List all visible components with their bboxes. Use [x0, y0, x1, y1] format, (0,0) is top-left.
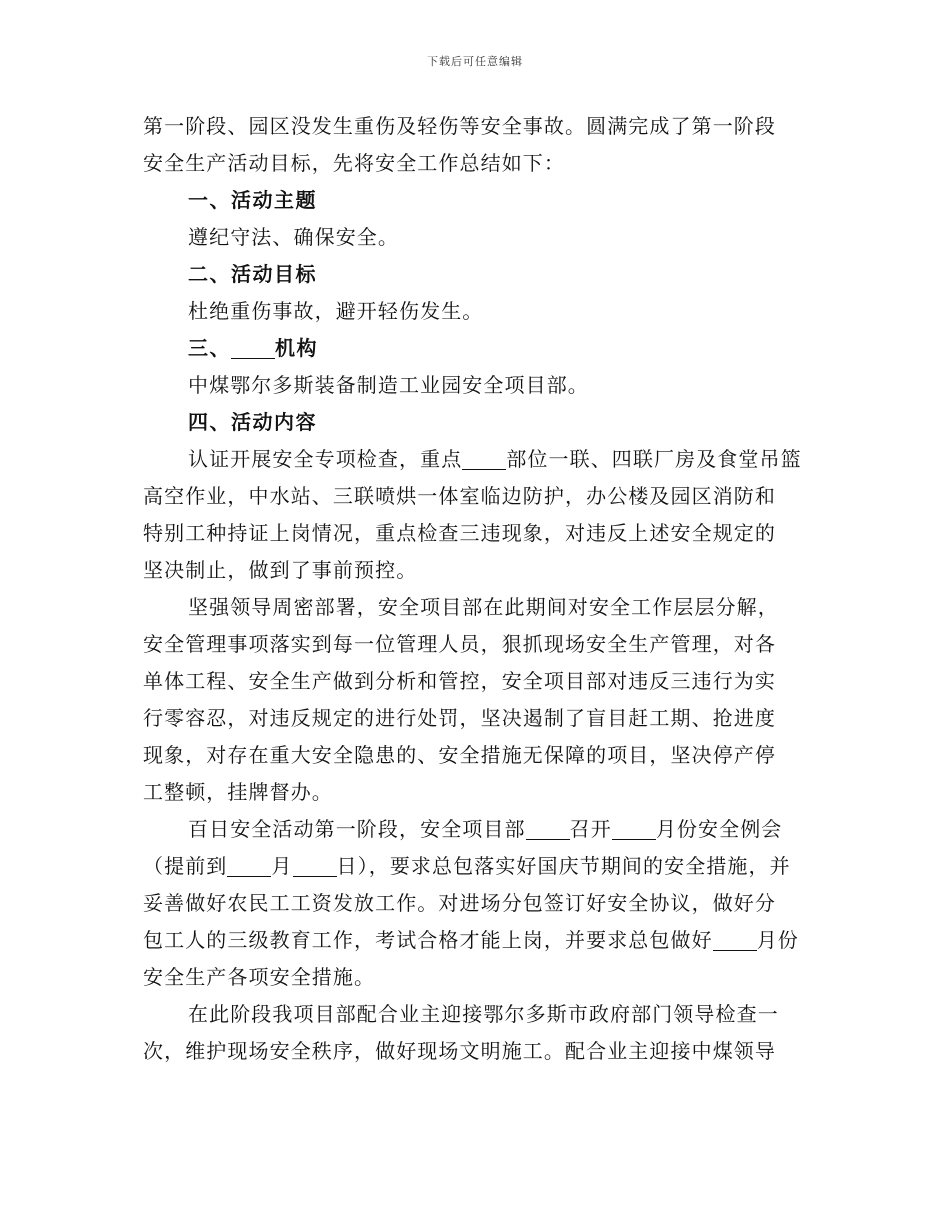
paragraph-line: 百日安全活动第一阶段，安全项目部 召开 月份安全例会: [188, 817, 783, 841]
paragraph-line: 现象，对存在重大安全隐患的、安全措施无保障的项目，坚决停产停: [143, 743, 776, 767]
paragraph-line: 安全管理事项落实到每一位管理人员，狠抓现场安全生产管理，对各: [143, 632, 776, 656]
section-heading-goal: 二、活动目标: [188, 262, 317, 286]
paragraph-line: 杜绝重伤事故，避开轻伤发生。: [188, 299, 484, 323]
paragraph-line: 安全生产各项安全措施。: [143, 965, 376, 989]
blank-underline: [462, 449, 506, 470]
section-heading-theme: 一、活动主题: [188, 188, 317, 212]
paragraph-line: 认证开展安全专项检查，重点 部位一联、四联厂房及食堂吊篮: [188, 447, 802, 471]
paragraph-line: 中煤鄂尔多斯装备制造工业园安全项目部。: [188, 373, 589, 397]
blank-underline: [713, 930, 757, 951]
paragraph-line: 特别工种持证上岗情况，重点检查三违现象，对违反上述安全规定的: [143, 521, 776, 545]
paragraph-line: 坚强领导周密部署，安全项目部在此期间对安全工作层层分解，: [188, 595, 779, 619]
blank-underline: [526, 819, 570, 840]
paragraph-line: 行零容忍，对违反规定的进行处罚，坚决遏制了盲目赶工期、抢进度: [143, 706, 776, 730]
paragraph-line: 高空作业，中水站、三联喷烘一体室临边防护，办公楼及园区消防和: [143, 484, 776, 508]
page-header: 下载后可任意编辑: [427, 55, 523, 68]
paragraph-line: 第一阶段、园区没发生重伤及轻伤等安全事故。圆满完成了第一阶段: [143, 114, 776, 138]
document-body: [143, 108, 808, 1070]
paragraph-line: 包工人的三级教育工作，考试合格才能上岗，并要求总包做好 月份: [143, 928, 799, 952]
paragraph-line: 工整顿，挂牌督办。: [143, 780, 333, 804]
blank-underline: [612, 819, 656, 840]
paragraph-line: 遵纪守法、确保安全。: [188, 225, 399, 249]
section-heading-organization: 三、 机构: [188, 336, 318, 360]
paragraph-line: 单体工程、安全生产做到分析和管控，安全项目部对违反三违行为实: [143, 669, 776, 693]
paragraph-line: 在此阶段我项目部配合业主迎接鄂尔多斯市政府部门领导检查一: [188, 1002, 779, 1026]
section-heading-content: 四、活动内容: [188, 410, 317, 434]
paragraph-line: 坚决制止，做到了事前预控。: [143, 558, 418, 582]
blank-underline: [293, 856, 337, 877]
blank-underline: [227, 856, 271, 877]
paragraph-line: （提前到 月 日），要求总包落实好国庆节期间的安全措施，并: [143, 854, 791, 878]
blank-underline: [231, 338, 275, 359]
paragraph-line: 次，维护现场安全秩序，做好现场文明施工。配合业主迎接中煤领导: [143, 1039, 776, 1063]
paragraph-line: 妥善做好农民工工资发放工作。对进场分包签订好安全协议，做好分: [143, 891, 776, 915]
paragraph-line: 安全生产活动目标，先将安全工作总结如下：: [143, 151, 565, 175]
